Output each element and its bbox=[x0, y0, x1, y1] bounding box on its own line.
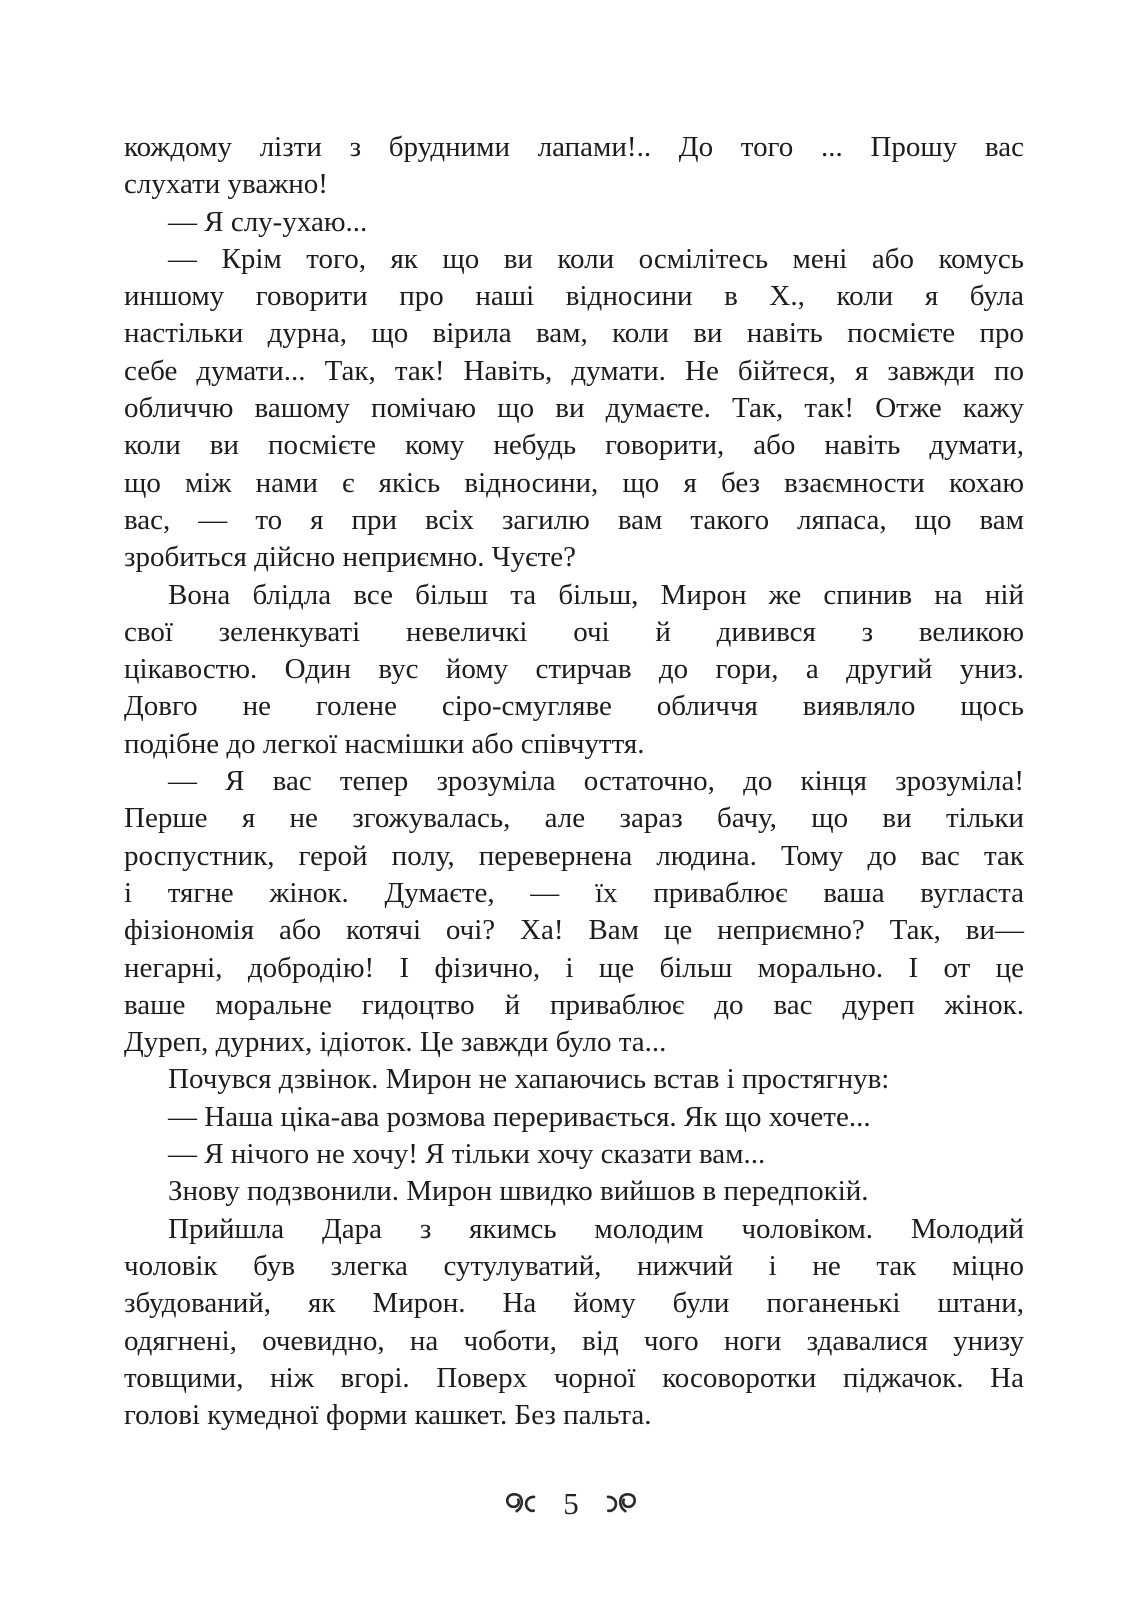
text-line: — Наша ціка-ава розмова переривається. Як що хочете... bbox=[168, 1100, 871, 1133]
text-line: чоловік був злегка сутулуватий, нижчий і не так міцно bbox=[124, 1249, 1024, 1282]
text-line: обличчю вашому помічаю що ви думаєте. Так, так! Отже кажу bbox=[124, 392, 1024, 425]
text-line: фізіономія або котячі очі? Ха! Вам це неприємно? Так, ви— bbox=[124, 914, 1024, 947]
text-line: Прийшла Дара з якимсь молодим чоловіком. Молодий bbox=[168, 1212, 1024, 1245]
text-line: — Крім того, як що ви коли осмілітесь мені або комусь bbox=[168, 242, 1024, 275]
text-line: слухати уважно! bbox=[124, 168, 328, 201]
text-line: негарні, добродію! І фізично, і ще більш морально. І от це bbox=[124, 951, 1024, 984]
text-line: зробиться дійсно неприємно. Чуєте? bbox=[124, 541, 577, 574]
text-line: що між нами є якісь відносини, що я без взаємности кохаю bbox=[124, 466, 1024, 499]
fleuron-left-icon bbox=[504, 1492, 537, 1516]
text-line: иншому говорити про наші відносини в Х., коли я була bbox=[124, 280, 1024, 313]
text-line: — Я слу-ухаю... bbox=[168, 205, 368, 238]
fleuron-right-icon bbox=[605, 1492, 638, 1516]
text-line: Вона блідла все більш та більш, Мирон же спинив на ній bbox=[168, 578, 1024, 611]
text-line: коли ви посмієте кому небудь говорити, або навіть думати, bbox=[124, 429, 1024, 462]
text-line: — Я вас тепер зрозуміла остаточно, до кінця зрозуміла! bbox=[168, 765, 1024, 798]
text-line: одягнені, очевидно, на чоботи, від чого ноги здавалися унизу bbox=[124, 1324, 1024, 1357]
text-line: себе думати... Так, так! Навіть, думати. Не бійтеся, я завжди по bbox=[124, 354, 1024, 387]
text-line: свої зеленкуваті невеличкі очі й дивився з великою bbox=[124, 615, 1024, 648]
page-footer bbox=[0, 1488, 1142, 1519]
text-line: Довго не голене сіро-смугляве обличчя виявляло щось bbox=[124, 690, 1024, 723]
page-text bbox=[124, 129, 1024, 1434]
text-line: Перше я не згожувалась, але зараз бачу, що ви тільки bbox=[124, 802, 1024, 835]
text-line: кождому лізти з брудними лапами!.. До того ... Прошу вас bbox=[124, 131, 1024, 163]
text-line: роспустник, герой полу, перевернена людина. Тому до вас так bbox=[124, 839, 1024, 872]
text-line: збудований, як Мирон. На йому були поганенькі штани, bbox=[124, 1287, 1024, 1320]
text-line: подібне до легкої насмішки або співчуття. bbox=[124, 727, 645, 760]
text-line: Почувся дзвінок. Мирон не хапаючись встав і простягнув: bbox=[168, 1063, 890, 1096]
page-number: 5 bbox=[563, 1486, 579, 1521]
text-line: голові кумедної форми кашкет. Без пальта. bbox=[124, 1399, 652, 1432]
text-line: і тягне жінок. Думаєте, — їх приваблює ваша вугласта bbox=[124, 876, 1024, 909]
text-line: настільки дурна, що вірила вам, коли ви навіть посмієте про bbox=[124, 317, 1024, 350]
text-line: ваше моральне гидоцтво й приваблює до вас дуреп жінок. bbox=[124, 988, 1024, 1021]
text-line: Знову подзвонили. Мирон швидко вийшов в передпокій. bbox=[168, 1175, 869, 1208]
text-line: вас, — то я при всіх загилю вам такого ляпаса, що вам bbox=[124, 503, 1024, 536]
text-line: Дуреп, дурних, ідіоток. Це завжди було та... bbox=[124, 1026, 667, 1059]
text-line: товщими, ніж вгорі. Поверх чорної косоворотки піджачок. На bbox=[124, 1361, 1024, 1394]
text-line: цікавостю. Один вус йому стирчав до гори, а другий униз. bbox=[124, 653, 1024, 686]
text-line: — Я нічого не хочу! Я тільки хочу сказати вам... bbox=[168, 1138, 766, 1171]
